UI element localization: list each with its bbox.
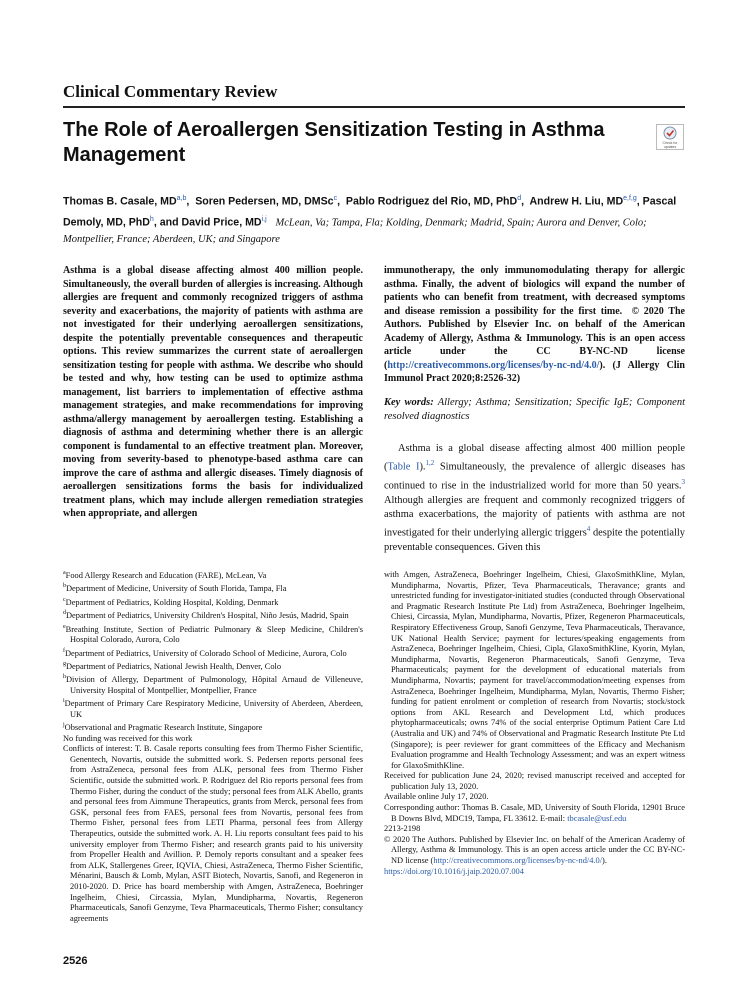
author-affiliation-sup[interactable]: i,j bbox=[261, 215, 267, 223]
check-updates-label: Check for updates bbox=[662, 141, 678, 149]
intro-text: Simultaneously, the prevalence of allergic diseases has continued to rise in the industrialized world for more than 50 years. bbox=[384, 461, 685, 492]
affiliation-sup: j bbox=[63, 722, 65, 729]
author-affiliation-sup[interactable]: c bbox=[333, 195, 338, 202]
conflicts-continued: with Amgen, AstraZeneca, Boehringer Ingelheim, Chiesi, GlaxoSmithKline, Mylan, Mundipharma, Novartis, Pfizer, Teva Pharmaceuticals, Theravance; grants and unrestricted funding for investigator-initiated studies (conducted through Observational and Pragmatic Research Institute Pte Ltd) from AstraZeneca, Boehringer Ingelheim, Chiesi, Circassia, Mylan, Mundipharma, Novartis, Pfizer, Regeneron Pharmaceuticals, Respiratory Effectiveness Group, Sanofi Genzyme, Teva Pharmaceuticals, Theravance, UK National Health Service; payment for lectures/speaking engagements from AstraZeneca, Boehringer Ingelheim, Chiesi, Cipla, GlaxoSmithKline, Kyorin, Mylan, Mundipharma, Novartis, Regeneron Pharmaceuticals, Sanofi Genzyme, Teva Pharmaceuticals; payment for the development of educational materials from Mundipharma, Novartis; payment for travel/accommodation/meeting expenses from AstraZeneca, Boehringer Ingelheim, Mundipharma, Mylan, Novartis, Thermo Fisher; funding for patient enrolment or completion of research from Novartis; stock/stock options from AKL Research and Development Ltd, which produces phytopharmaceuticals; owns 74% of the social enterprise Optimum Patient Care Ltd (Australia and UK) and 74% of Observational and Pragmatic Research Institute Pte Ltd (Singapore); is peer reviewer for grant committees of the Efficacy and Mechanism Evaluation programme and Health Technology Assessment; and was an expert witness for GlaxoSmithKline. bbox=[384, 570, 685, 770]
conflicts-of-interest: Conflicts of interest: T. B. Casale reports consulting fees from Thermo Fisher Scientific, Genentech, Novartis, outside the submitted work. S. Pedersen reports personal fees from AstraZeneca, personal fees from ALK, personal fees from Thermo Fisher Scientific, outside the submitted work. P. Rodriguez del Rio reports personal fees from Thermo Fisher, during the conduct of the study; personal fees from ALK Abello, grants and personal fees from Aimmune Therapeutics, grants from Merck, personal fees from GSK, personal fees from FAES, personal fees from Novartis, personal fees from Thermo Fisher, personal fees from LETI Pharma, personal fees from Allergy Therapeutics, outside the submitted work. A. H. Liu reports consultant fees paid to his university employer from Thermo Fisher; and research grants paid to his university from Propeller Health and Avillion. P. Demoly reports consultant and a speaker fees from ALK, Stallergenes Greer, IQVIA, Chiesi, AstraZeneca, Thermo Fisher Scientific, Ménarini, Bausch & Lomb, Mylan, ASIT Biotech, Novartis, Sanofi, and Regeneron in 2010-2020. D. Price has board membership with Amgen, AstraZeneca, Boehringer Ingelheim, Chiesi, Circassia, Mylan, Mundipharma, Novartis, Regeneron Pharmaceuticals, Sanofi Genzyme, Teva Pharmaceuticals, Thermo Fisher; consultancy agreements bbox=[63, 744, 363, 923]
page-number: 2526 bbox=[63, 955, 88, 967]
license-link-footer[interactable]: http://creativecommons.org/licenses/by-nc-nd/4.0/ bbox=[433, 856, 603, 866]
footnote-text: Division of Allergy, Department of Pulmonology, Hôpital Arnaud de Villeneuve, University Hospital of Montpellier, Montpellier, France bbox=[66, 675, 363, 695]
footnotes-right bbox=[384, 570, 685, 877]
affiliation bbox=[63, 646, 363, 659]
affiliation-sup: d bbox=[63, 610, 66, 617]
footnote-text: Department of Primary Care Respiratory Medicine, University of Aberdeen, Aberdeen, UK bbox=[64, 699, 363, 719]
keywords-text: Allergy; Asthma; Sensitization; Specific IgE; Component resolved diagnostics bbox=[384, 397, 686, 422]
abstract-left: Asthma is a global disease affecting almost 400 million people. Simultaneously, the overall burden of allergies is increasing. Although allergies are frequent and commonly recognized triggers of asthma severity and exacerbations, the majority of patients with asthma are not investigated for their underlying aeroallergen sensitizations, despite the potentially preventable consequences and therapeutic options. This review summarizes the current state of aeroallergen sensitization testing for people with asthma. We describe who should be tested and why, how testing can be used to optimize asthma management, list barriers to implementation of effective asthma management strategies, and make recommendations for improving asthma/allergy management by aeroallergen testing. Establishing a diagnosis of asthma and determining whether there is an allergic component is fundamental to an effective treatment plan. Moreover, moving from severity-based to phenotype-based asthma care can improve the care of asthma and allergic diseases. Timely diagnosis of aeroallergen sensitizations forms the basis for individualized treatment plans, which may include allergen remediation strategies when appropriate, and allergen bbox=[63, 265, 363, 519]
author-affiliation-sup[interactable]: h bbox=[149, 215, 154, 223]
affiliation bbox=[63, 568, 363, 581]
footnote-text: ). bbox=[602, 856, 607, 866]
affiliation-sup: a bbox=[63, 570, 66, 576]
footnote-text: Observational and Pragmatic Research Institute, Singapore bbox=[64, 723, 263, 733]
footnote-text: Food Allergy Research and Education (FARE), McLean, Va bbox=[65, 570, 267, 580]
license-link[interactable]: http://creativecommons.org/licenses/by-nc-nd/4.0/ bbox=[387, 359, 600, 371]
author-locations: McLean, Va; Tampa, Fla; Kolding, Denmark; Madrid, Spain; Aurora and Denver, Colo; Montpellier, France; Aberdeen, UK; and Singapore bbox=[63, 217, 647, 246]
table-reference-link[interactable]: Table I bbox=[387, 461, 420, 473]
footnote-text: Department of Medicine, University of South Florida, Tampa, Fla bbox=[66, 584, 287, 594]
citation-sup[interactable]: 1,2 bbox=[425, 459, 435, 468]
author-affiliation-sup[interactable]: d bbox=[517, 195, 522, 202]
footnote-text: Department of Pediatrics, University of Colorado School of Medicine, Aurora, Colo bbox=[65, 648, 347, 658]
received-note: Received for publication June 24, 2020; revised manuscript received and accepted for publication July 13, 2020. bbox=[384, 771, 685, 791]
affiliation bbox=[63, 672, 363, 696]
funding-note: No funding was received for this work bbox=[63, 733, 193, 743]
author-name[interactable]: Pascal Demoly, MD, PhD bbox=[63, 195, 677, 229]
author-affiliation-sup[interactable]: a,b bbox=[176, 195, 187, 202]
affiliation-sup: i bbox=[63, 698, 65, 705]
available-note: Available online July 17, 2020. bbox=[384, 792, 489, 802]
affiliation-sup: c bbox=[63, 596, 66, 603]
affiliation-sup: g bbox=[63, 660, 66, 667]
article-title: The Role of Aeroallergen Sensitization Testing in Asthma Management bbox=[63, 119, 605, 166]
author-list: Thomas B. Casale, MD$^{a,b}$, Soren Pedersen, MD, DMSc$^c$, Pablo Rodriguez del Rio, MD, PhD$^d$, Andrew H. Liu, MD$^{e,f,g}$, Pascal Demoly, MD, PhD$^h$, and David Price, MD$^{i,j}$ McLean, Va; Tampa, Fla; Kolding, Denmark; Madrid, Spain; Aurora and Denver, Colo; Montpellier, France; Aberdeen, UK; and Singapore bbox=[63, 195, 677, 246]
doi-note bbox=[384, 866, 685, 878]
affiliation bbox=[63, 720, 363, 733]
author-name[interactable]: Andrew H. Liu, MD bbox=[529, 195, 624, 208]
section-heading: Clinical Commentary Review bbox=[63, 82, 278, 101]
intro-paragraph bbox=[384, 442, 685, 555]
intro-text: despite the potentially preventable consequences. Given this bbox=[384, 527, 686, 553]
doi-link[interactable]: https://doi.org/10.1016/j.jaip.2020.07.004 bbox=[384, 866, 524, 876]
intro-text: Although allergies are frequent and commonly recognized triggers of asthma exacerbations, the majority of patients with asthma are not investigated for their underlying allergic triggers bbox=[384, 494, 685, 539]
affiliation bbox=[63, 659, 363, 672]
affiliation-sup: b bbox=[63, 583, 66, 590]
keywords bbox=[384, 396, 685, 424]
author-name[interactable]: Pablo Rodriguez del Rio, MD, PhD bbox=[345, 195, 518, 208]
affiliation bbox=[63, 696, 363, 720]
footnote-text: Breathing Institute, Section of Pediatric Pulmonary & Sleep Medicine, Children's Hospital Colorado, Aurora, Colo bbox=[65, 624, 363, 644]
issn: 2213-2198 bbox=[384, 824, 421, 834]
abstract-right-text: immunotherapy, the only immunomodulating therapy for allergic asthma. Finally, the advent of biologics will expand the number of patients who can benefit from treatment, with decreased symptoms and disease remission a possibility for the first time. © 2020 The Authors. Published by Elsevier Inc. on behalf of the American Academy of Allergy, Asthma & Immunology. This is an open access article under the CC BY-NC-ND license ( bbox=[384, 265, 685, 371]
author-name[interactable]: and David Price, MD bbox=[159, 216, 262, 229]
affiliation bbox=[63, 608, 363, 621]
check-for-updates-badge[interactable] bbox=[656, 124, 684, 150]
abstract-right bbox=[384, 264, 685, 386]
affiliation bbox=[63, 622, 363, 646]
keywords-label: Key words: bbox=[384, 397, 434, 408]
footnote-text: Department of Pediatrics, University Children's Hospital, Niño Jesús, Madrid, Spain bbox=[66, 610, 349, 620]
author-affiliation-sup[interactable]: e,f,g bbox=[623, 195, 637, 202]
intro-text: ). bbox=[419, 461, 426, 473]
affiliation-sup: e bbox=[63, 623, 66, 630]
citation-sup[interactable]: 3 bbox=[681, 477, 685, 486]
author-name[interactable]: Soren Pedersen, MD, DMSc bbox=[195, 195, 334, 208]
email-link[interactable]: tbcasale@usf.edu bbox=[567, 813, 627, 823]
corresponding-author bbox=[384, 803, 685, 824]
footnote-text: Department of Pediatrics, National Jewish Health, Denver, Colo bbox=[66, 661, 282, 671]
author-name[interactable]: Thomas B. Casale, MD bbox=[63, 195, 177, 208]
header-rule bbox=[63, 106, 685, 108]
footnotes-left bbox=[63, 568, 363, 924]
affiliation-sup: f bbox=[63, 647, 65, 654]
footnote-text: © 2020 The Authors. Published by Elsevier Inc. on behalf of the American Academy of Allergy, Asthma & Immunology. This is an open access article under the CC BY-NC-ND license ( bbox=[384, 834, 685, 866]
intro-text: Asthma is a global disease affecting almost 400 million people ( bbox=[384, 443, 685, 473]
affiliation bbox=[63, 581, 363, 594]
footnote-text: Corresponding author: Thomas B. Casale, MD, University of South Florida, 12901 Bruce B Downs Blvd, MDC19, Tampa, FL 33612. E-mail: bbox=[384, 803, 685, 823]
abstract-citation: ). (J Allergy Clin Immunol Pract 2020;8:2526-32) bbox=[384, 359, 685, 384]
copyright-note bbox=[384, 834, 685, 867]
affiliation-sup: h bbox=[63, 674, 66, 681]
footnote-text: Department of Pediatrics, Kolding Hospital, Kolding, Denmark bbox=[65, 597, 279, 607]
affiliation bbox=[63, 595, 363, 608]
citation-sup[interactable]: 4 bbox=[586, 524, 591, 533]
